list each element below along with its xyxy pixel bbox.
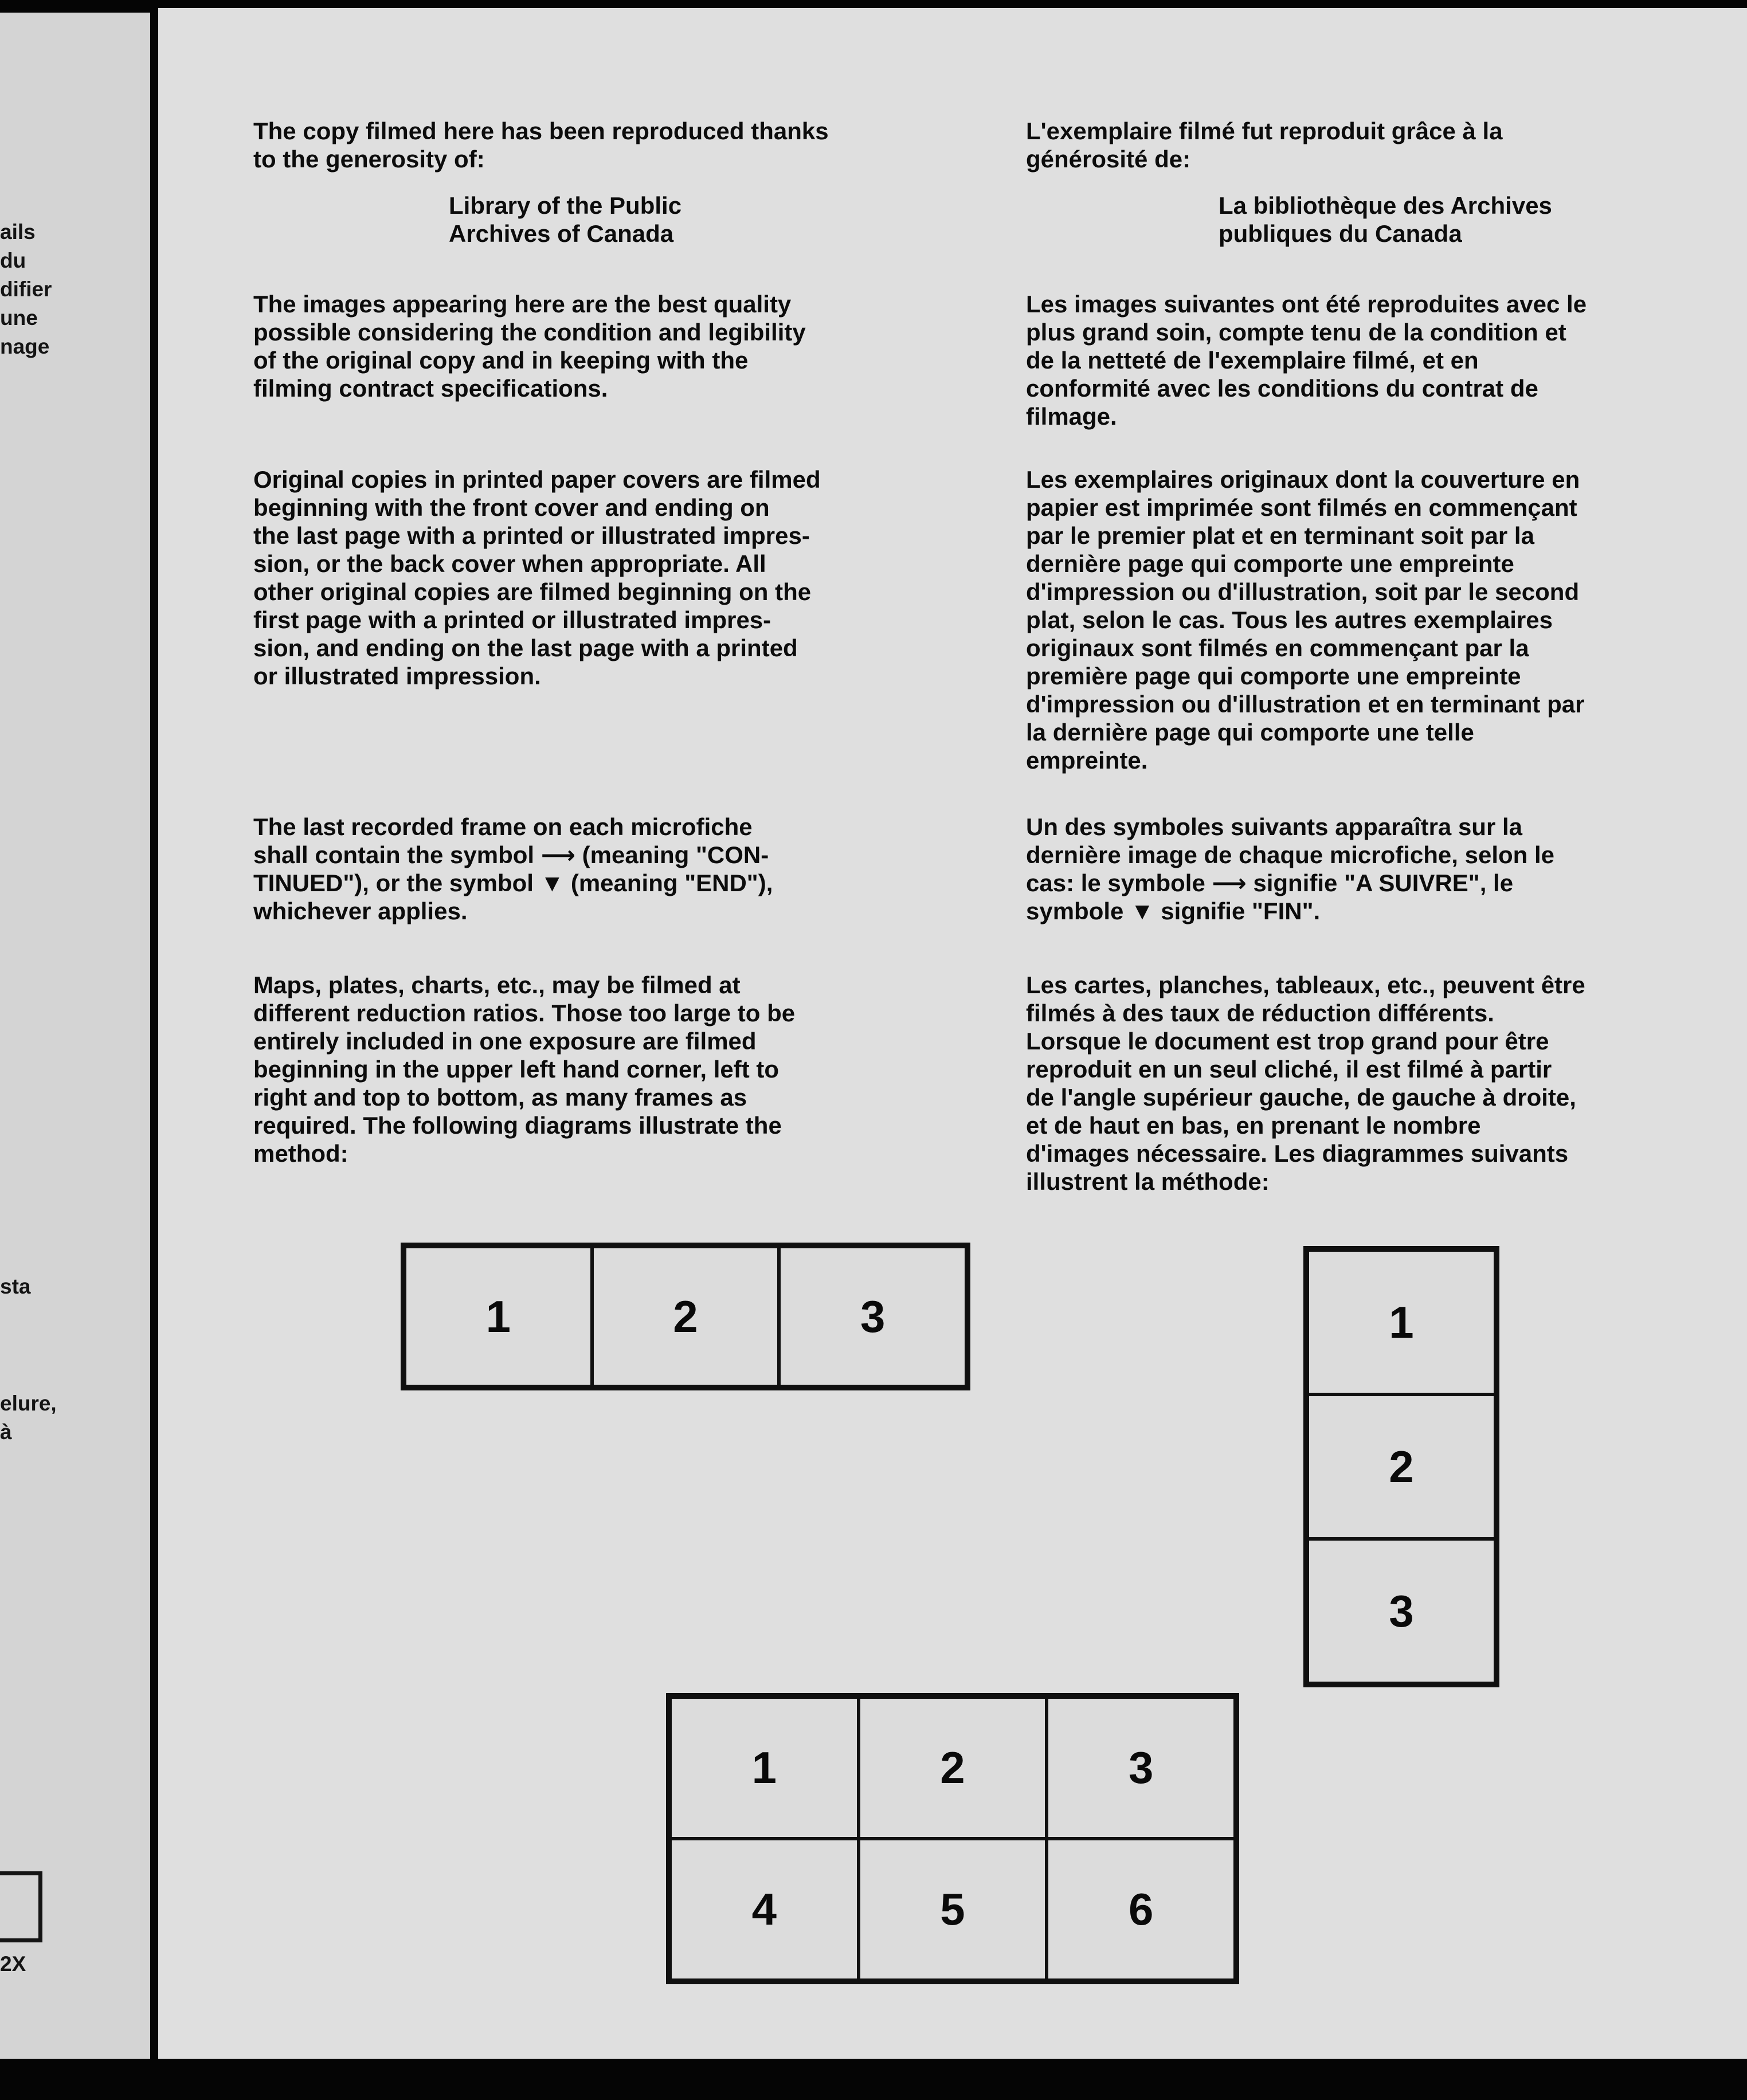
french-quality-paragraph: Les images suivantes ont été reproduites avec le plus grand soin, compte tenu de la condition et de la netteté de l'exemplaire filmé, et en conformité avec les conditions du contrat de filmage.: [1026, 291, 1587, 430]
diagram-vertical: [1303, 1246, 1499, 1687]
fragment-text: elure,: [0, 1392, 57, 1415]
frame-cell: 5: [859, 1839, 1047, 1980]
english-maps-paragraph: Maps, plates, charts, etc., may be filmed at different reduction ratios. Those too large to be entirely included in one exposure are filmed beginning in the upper left hand corner, left to right and top to bottom, as many frames as required. The following diagrams illustrate the method:: [253, 971, 796, 1167]
frame-cell: 1: [405, 1247, 592, 1386]
fragment-text: 2X: [0, 1952, 26, 1976]
frame-cell: 3: [1307, 1539, 1495, 1683]
frame-cell: 2: [859, 1697, 1047, 1839]
french-covers-paragraph: Les exemplaires originaux dont la couverture en papier est imprimée sont filmés en commençant par le premier plat et en terminant soit par la dernière page qui comporte une empreinte d'impression ou d'illustration, soit par le second plat, selon le cas. Tous les autres exemplaires originaux sont filmés en commençant par la première page qui comporte une empreinte d'impression ou d'illustration et en terminant par la dernière page qui comporte une telle empreinte.: [1026, 466, 1585, 774]
fragment-text: difier: [0, 277, 52, 301]
diagram-grid: [666, 1693, 1239, 1984]
fragment-text: une: [0, 306, 38, 330]
fragment-text: sta: [0, 1275, 31, 1298]
fragment-box: [0, 1871, 42, 1942]
diagram-horizontal: [401, 1243, 970, 1390]
fragment-text: à: [0, 1420, 12, 1444]
english-quality-paragraph: The images appearing here are the best quality possible considering the condition and legibility of the original copy and in keeping with the filming contract specifications.: [253, 291, 806, 402]
frame-cell: 1: [1307, 1250, 1495, 1394]
frame-cell: 2: [1307, 1394, 1495, 1539]
french-institution: La bibliothèque des Archives publiques du Canada: [1219, 192, 1552, 247]
previous-page-fragment: [0, 13, 150, 2059]
fragment-text: nage: [0, 335, 50, 358]
french-maps-paragraph: Les cartes, planches, tableaux, etc., peuvent être filmés à des taux de réduction différents. Lorsque le document est trop grand pour être reproduit en un seul cliché, il est filmé à partir de l'angle supérieur gauche, de gauche à droite, et de haut en bas, en prenant le nombre d'images nécessaire. Les diagrammes suivants illustrent la méthode:: [1026, 971, 1585, 1195]
fragment-text: du: [0, 249, 26, 272]
english-intro: The copy filmed here has been reproduced thanks to the generosity of:: [253, 117, 829, 173]
frame-cell: 4: [670, 1839, 859, 1980]
english-symbols-paragraph: The last recorded frame on each microfiche shall contain the symbol ⟶ (meaning "CON- TINUED"), or the symbol ▼ (meaning "END"), whichever applies.: [253, 813, 773, 924]
frame-cell: 6: [1047, 1839, 1235, 1980]
frame-cell: 3: [1047, 1697, 1235, 1839]
english-institution: Library of the Public Archives of Canada: [449, 192, 682, 247]
frame-cell: 3: [779, 1247, 966, 1386]
english-covers-paragraph: Original copies in printed paper covers are filmed beginning with the front cover and ending on the last page with a printed or illustrated impres- sion, or the back cover when appropriate. All other original copies are filmed beginning on the first page with a printed or illustrated impres- sion, and ending on the last page with a printed or illustrated impression.: [253, 466, 821, 689]
filmed-page: [158, 8, 1747, 2059]
frame-cell: 1: [670, 1697, 859, 1839]
french-intro: L'exemplaire filmé fut reproduit grâce à la générosité de:: [1026, 117, 1503, 173]
fragment-text: ails: [0, 220, 36, 244]
french-symbols-paragraph: Un des symboles suivants apparaîtra sur la dernière image de chaque microfiche, selon le cas: le symbole ⟶ signifie "A SUIVRE", le symbole ▼ signifie "FIN".: [1026, 813, 1554, 924]
frame-cell: 2: [592, 1247, 780, 1386]
